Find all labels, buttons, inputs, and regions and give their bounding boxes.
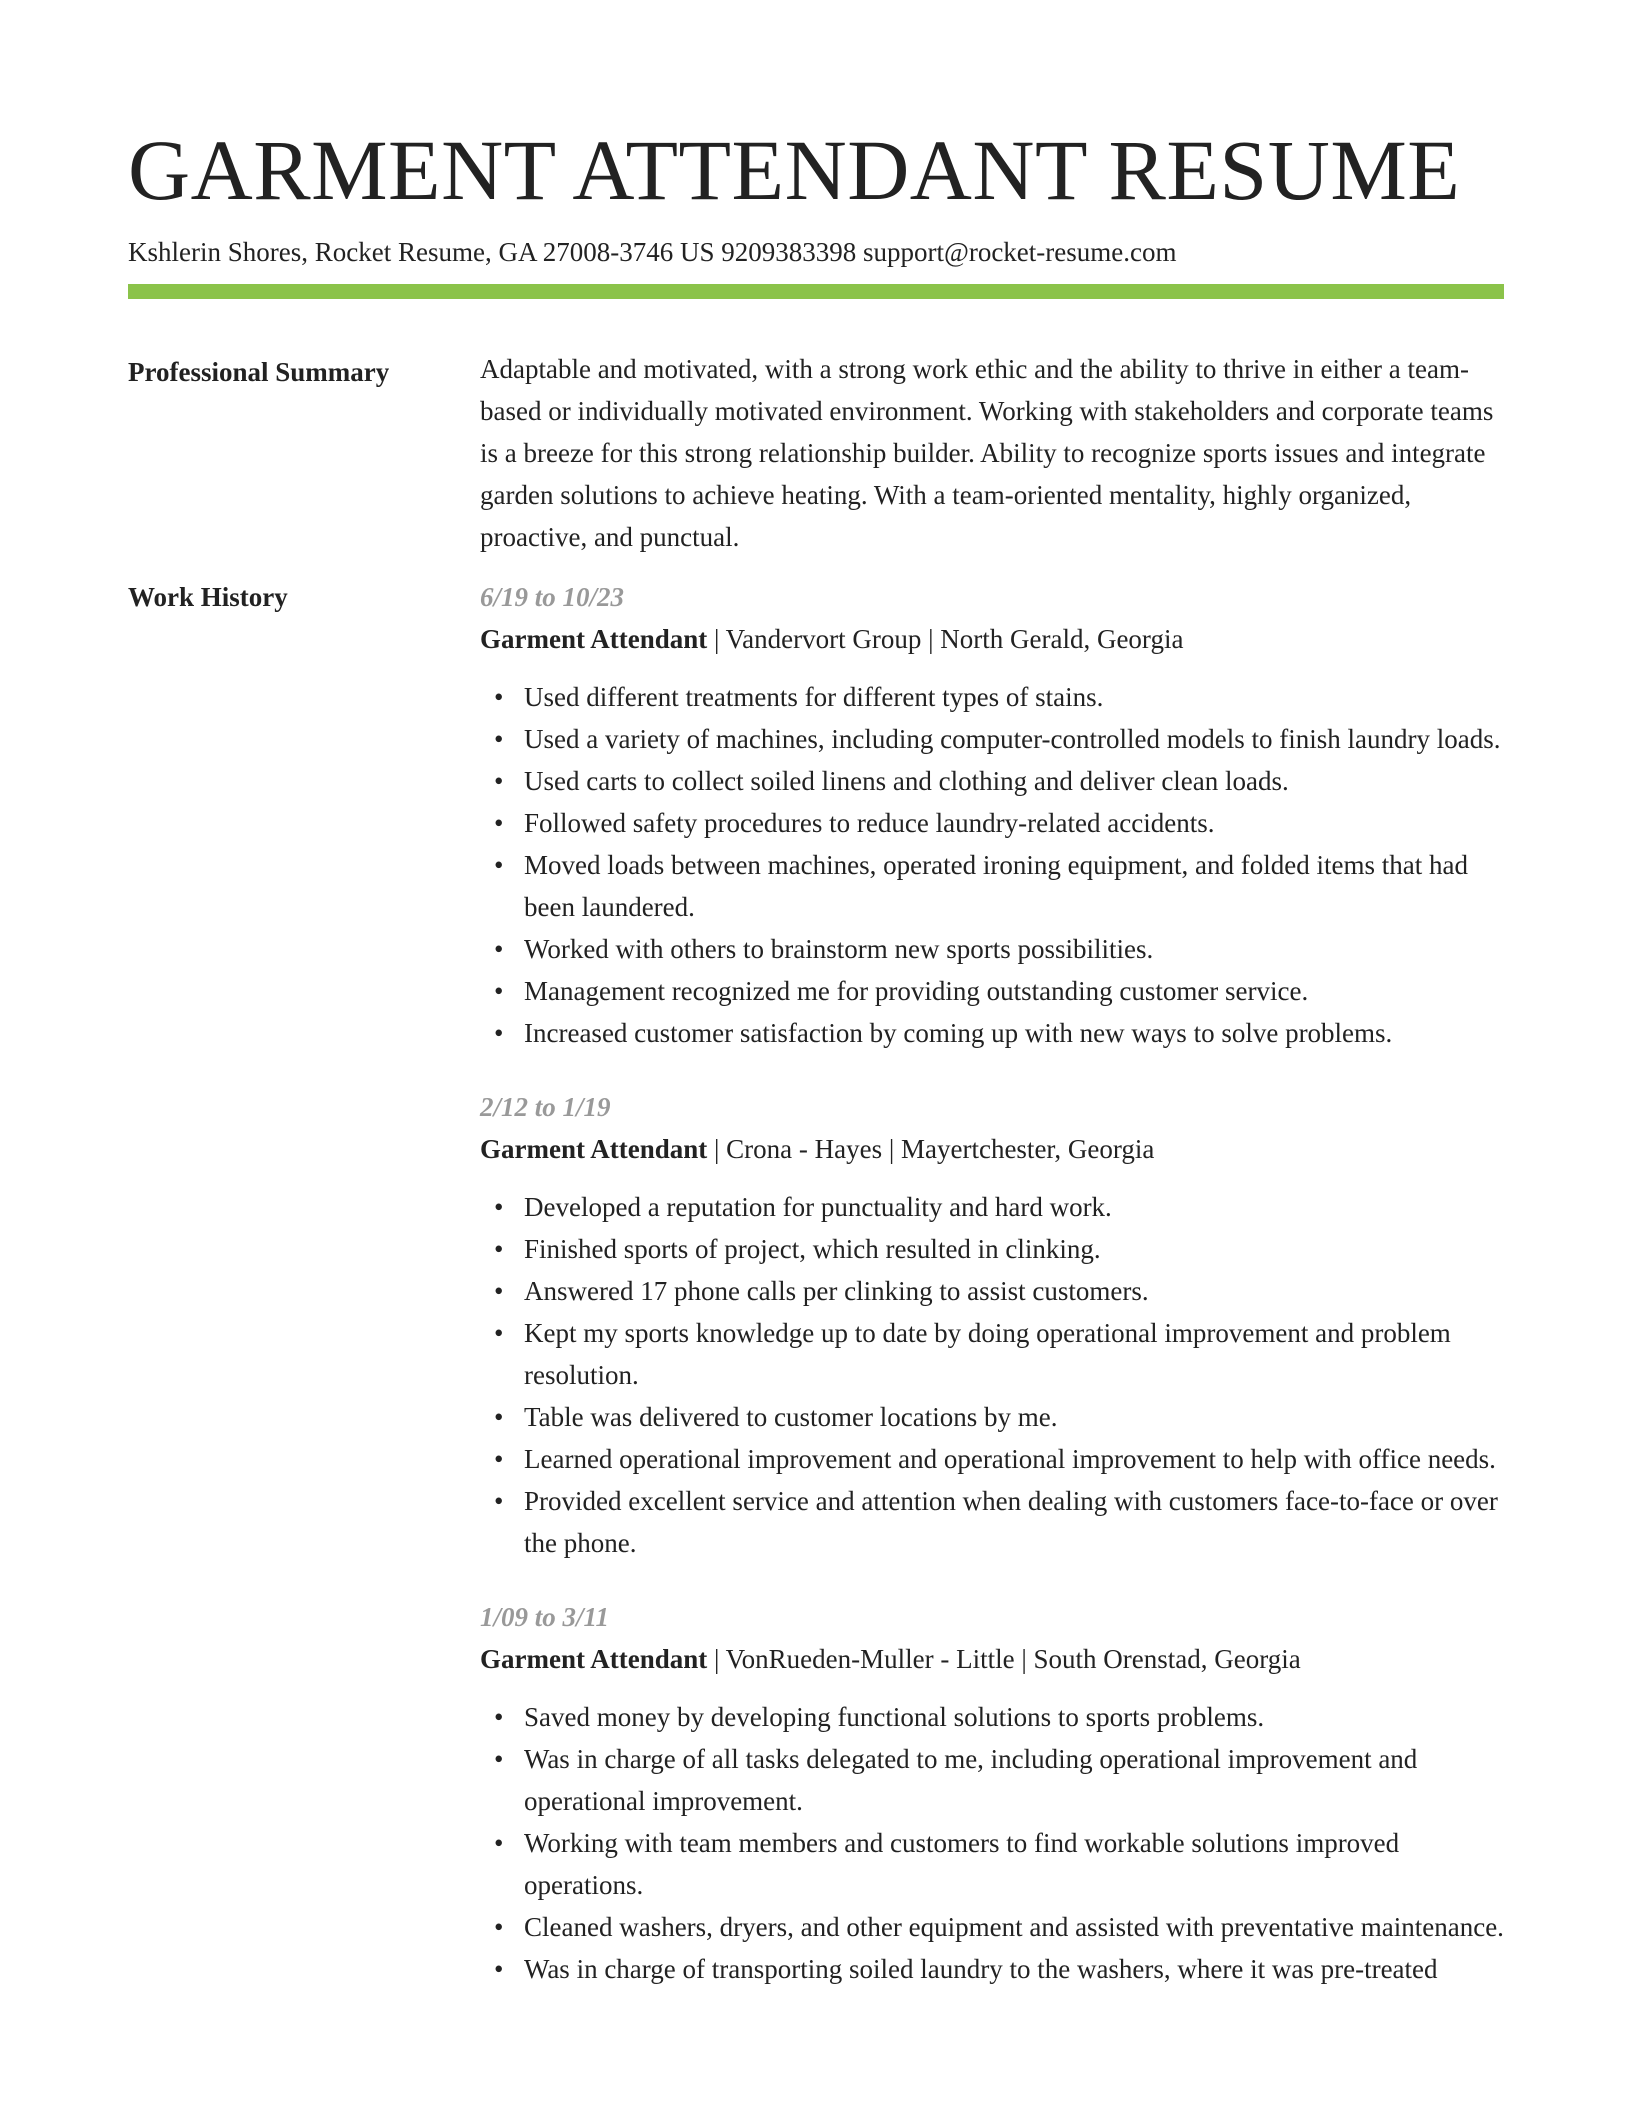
accent-divider — [128, 284, 1504, 299]
job-bullet: • Followed safety procedures to reduce laundry-related accidents. — [524, 802, 1504, 844]
job-bullet: • Answered 17 phone calls per clinking to assist customers. — [524, 1270, 1504, 1312]
job-dates: 2/12 to 1/19 — [480, 1092, 611, 1122]
work-history-section — [128, 576, 1504, 1990]
job-bullet: • Learned operational improvement and operational improvement to help with office needs. — [524, 1438, 1504, 1480]
job-bullet-list — [480, 1696, 1504, 1990]
job-bullet: • Management recognized me for providing outstanding customer service. — [524, 970, 1504, 1012]
job-dates: 6/19 to 10/23 — [480, 582, 625, 612]
job-bullet: • Saved money by developing functional solutions to sports problems. — [524, 1696, 1504, 1738]
job-details: | VonRueden-Muller - Little | South Orenstad, Georgia — [707, 1644, 1301, 1674]
job-title: Garment Attendant — [480, 1644, 708, 1674]
contact-line: Kshlerin Shores, Rocket Resume, GA 27008-3746 US 9209383398 support@rocket-resume.com — [128, 237, 1177, 267]
work-history-body — [480, 576, 1504, 1990]
resume-title: GARMENT ATTENDANT RESUME — [128, 122, 1461, 218]
job-bullet: • Cleaned washers, dryers, and other equipment and assisted with preventative maintenance. — [524, 1906, 1504, 1948]
job-bullet: • Kept my sports knowledge up to date by doing operational improvement and problem resolution. — [524, 1312, 1504, 1396]
section-label-professional-summary: Professional Summary — [128, 357, 390, 387]
job-bullet: • Worked with others to brainstorm new sports possibilities. — [524, 928, 1504, 970]
job-bullet: • Working with team members and customers to find workable solutions improved operations. — [524, 1822, 1504, 1906]
job-bullet: • Used carts to collect soiled linens and clothing and deliver clean loads. — [524, 760, 1504, 802]
job-details: | Vandervort Group | North Gerald, Georgia — [707, 624, 1184, 654]
job-title-line — [480, 1638, 1504, 1680]
job-bullet-list — [480, 676, 1504, 1054]
job-bullet: • Developed a reputation for punctuality and hard work. — [524, 1186, 1504, 1228]
job-details: | Crona - Hayes | Mayertchester, Georgia — [707, 1134, 1155, 1164]
job-bullet: • Used a variety of machines, including computer-controlled models to finish laundry loads. — [524, 718, 1504, 760]
job-bullet-list — [480, 1186, 1504, 1564]
job-bullet: • Finished sports of project, which resulted in clinking. — [524, 1228, 1504, 1270]
professional-summary-section — [128, 351, 1504, 558]
job-title-line — [480, 1128, 1504, 1170]
job-bullet: • Table was delivered to customer locations by me. — [524, 1396, 1504, 1438]
job-dates: 1/09 to 3/11 — [480, 1602, 610, 1632]
job-bullet: • Increased customer satisfaction by coming up with new ways to solve problems. — [524, 1012, 1504, 1054]
job-title: Garment Attendant — [480, 1134, 708, 1164]
job-entry — [480, 1086, 1504, 1564]
resume-page — [128, 122, 1504, 1990]
summary-text: Adaptable and motivated, with a strong work ethic and the ability to thrive in either a team-based or individually motivated environment. Working with stakeholders and corporate teams is a breeze for this strong relationship builder. Ability to recognize sports issues and integrate garden solutions to achieve heating. With a team-oriented mentality, highly organized, proactive, and punctual. — [480, 354, 1494, 552]
job-bullet: • Was in charge of all tasks delegated to me, including operational improvement and operational improvement. — [524, 1738, 1504, 1822]
job-title-line — [480, 618, 1504, 660]
job-entry — [480, 1596, 1504, 1990]
job-entry — [480, 576, 1504, 1054]
job-bullet: • Used different treatments for different types of stains. — [524, 676, 1504, 718]
summary-body — [480, 351, 1504, 558]
job-title: Garment Attendant — [480, 624, 708, 654]
job-bullet: • Moved loads between machines, operated ironing equipment, and folded items that had been laundered. — [524, 844, 1504, 928]
job-bullet: • Was in charge of transporting soiled laundry to the washers, where it was pre-treated — [524, 1948, 1504, 1990]
section-label-work-history: Work History — [128, 582, 288, 612]
job-bullet: • Provided excellent service and attention when dealing with customers face-to-face or over the phone. — [524, 1480, 1504, 1564]
